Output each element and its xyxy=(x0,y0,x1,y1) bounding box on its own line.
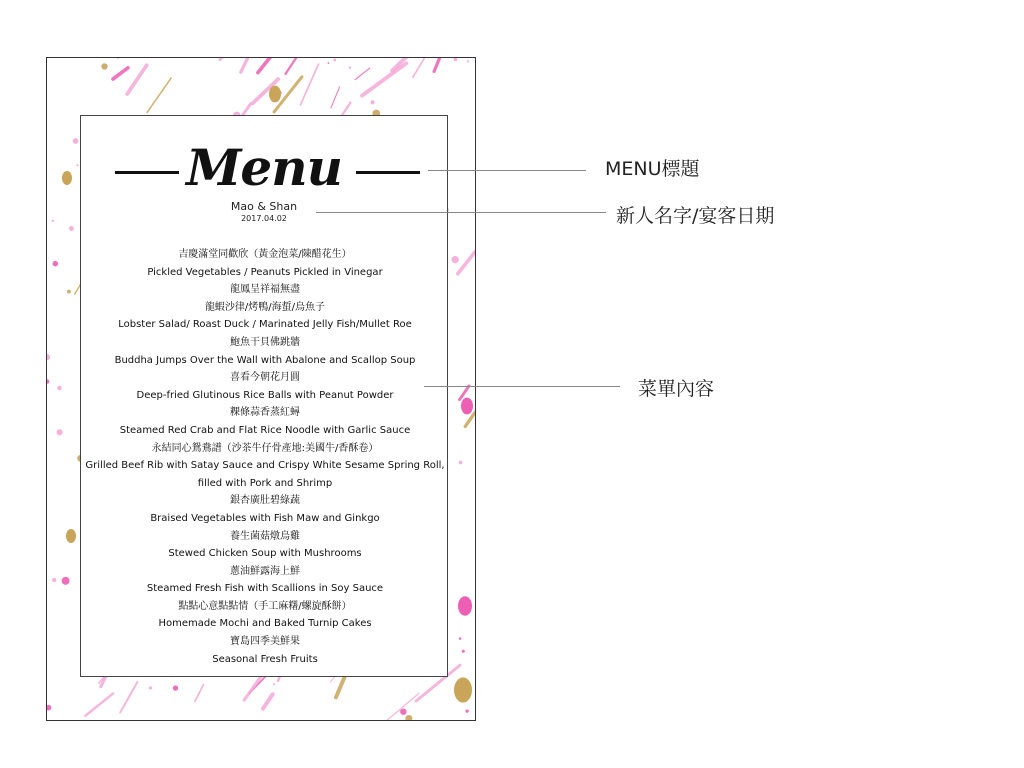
names-callout-label: 新人名字/宴客日期 xyxy=(616,205,775,227)
paint-dot xyxy=(76,164,78,166)
title-callout-line xyxy=(428,170,586,171)
paint-dot xyxy=(333,58,336,61)
paint-streak xyxy=(195,684,204,701)
paint-dot xyxy=(370,100,374,104)
menu-item-english: Pickled Vegetables / Peanuts Pickled in Vinegar xyxy=(147,266,383,278)
menu-item-english: Lobster Salad/ Roast Duck / Marinated Jelly Fish/Mullet Roe xyxy=(118,319,412,331)
paint-dot xyxy=(69,226,74,231)
paint-streak xyxy=(147,78,171,112)
menu-item-chinese: 蔥油鮮露海上鮮 xyxy=(230,565,300,577)
menu-item-chinese: 點點心意點點情（手工麻糬/螺旋酥餅） xyxy=(178,600,352,612)
content-callout-label: 菜單內容 xyxy=(638,378,715,400)
menu-item-english: Steamed Fresh Fish with Scallions in Soy Sauce xyxy=(146,583,384,595)
event-date: 2017.04.02 xyxy=(241,214,287,223)
paint-streak xyxy=(85,693,113,715)
paint-dot xyxy=(273,683,275,685)
paint-streak xyxy=(220,58,233,60)
paint-dot xyxy=(349,66,351,68)
paint-dot xyxy=(405,715,412,721)
menu-item-chinese: 吉慶滿堂同歡欣（黃金泡菜/陳醋花生） xyxy=(178,249,352,260)
paint-streak xyxy=(263,694,273,708)
paint-dot xyxy=(467,60,469,62)
menu-item-chinese: 粿條蒜香蒸紅蟳 xyxy=(230,407,300,419)
paint-dot xyxy=(454,58,458,61)
content-callout-line xyxy=(424,386,620,387)
menu-item-english: Homemade Mochi and Baked Turnip Cakes xyxy=(158,618,372,630)
paint-streak xyxy=(300,64,318,105)
title-dash-right xyxy=(356,171,420,174)
menu-item-chinese: 龍鳳呈祥福無盡 xyxy=(230,284,300,296)
menu-item-chinese: 龍蝦沙律/烤鴨/海蜇/烏魚子 xyxy=(204,301,326,313)
paint-dot xyxy=(101,63,107,69)
paint-dot xyxy=(47,705,51,711)
paint-streak xyxy=(355,68,369,79)
menu-item-english: Stewed Chicken Soup with Mushrooms xyxy=(168,548,362,560)
paint-streak xyxy=(258,58,280,73)
paint-streak xyxy=(331,87,340,108)
menu-item-english: Seasonal Fresh Fruits xyxy=(212,653,318,665)
paint-streak xyxy=(120,682,137,713)
paint-dot xyxy=(465,710,468,713)
paint-dot xyxy=(73,138,79,144)
menu-item-chinese: 銀杏廣肚碧綠蔬 xyxy=(230,495,300,507)
paint-dot xyxy=(328,62,330,64)
menu-item-english: Deep-fried Glutinous Rice Balls with Peanut Powder xyxy=(136,389,394,401)
paint-streak xyxy=(118,58,136,59)
paint-dot xyxy=(173,685,178,690)
paint-blob xyxy=(62,171,72,185)
paint-blob xyxy=(454,677,472,702)
menu-item-english: Buddha Jumps Over the Wall with Abalone and Scallop Soup xyxy=(114,354,416,366)
menu-title-row xyxy=(81,138,447,198)
menu-title: Menu xyxy=(186,138,342,197)
menu-item-english: Braised Vegetables with Fish Maw and Ginkgo xyxy=(150,512,380,524)
paint-streak xyxy=(336,676,345,697)
paint-streak xyxy=(362,63,406,95)
menu-item-chinese: 寶島四季美鮮果 xyxy=(230,636,300,648)
paint-dot xyxy=(47,354,50,360)
menu-item-english: Grilled Beef Rib with Satay Sauce and Crispy White Sesame Spring Roll, xyxy=(85,460,445,472)
paint-streak xyxy=(434,58,446,71)
menu-card xyxy=(46,57,476,721)
menu-item-chinese: 永結同心鴛鴦譜（沙茶牛仔骨產地:美國牛/香酥卷） xyxy=(151,442,379,454)
menu-items-list xyxy=(51,246,476,668)
paint-streak xyxy=(127,65,147,94)
names-callout-line xyxy=(316,212,606,213)
paint-dot xyxy=(173,720,175,721)
menu-item-chinese: 鮑魚干貝佛跳牆 xyxy=(230,336,300,348)
menu-item-english: Steamed Red Crab and Flat Rice Noodle with Garlic Sauce xyxy=(119,424,411,436)
paint-streak xyxy=(413,58,433,77)
paint-streak xyxy=(386,693,419,721)
menu-content-panel xyxy=(80,115,448,677)
paint-blob xyxy=(269,86,281,103)
title-callout-label: MENU標題 xyxy=(605,158,700,180)
menu-item-chinese: 喜看今朝花月圓 xyxy=(230,372,300,384)
menu-item-english: filled with Pork and Shrimp xyxy=(197,477,333,489)
paint-dot xyxy=(149,686,152,689)
paint-dot xyxy=(52,220,54,222)
paint-streak xyxy=(285,58,301,74)
couple-names: Mao & Shan xyxy=(230,200,298,213)
paint-dot xyxy=(400,708,406,714)
paint-dot xyxy=(47,379,49,384)
paint-streak xyxy=(113,68,128,79)
menu-item-chinese: 養生菌菇燉烏雞 xyxy=(230,530,300,542)
paint-streak xyxy=(342,103,350,116)
